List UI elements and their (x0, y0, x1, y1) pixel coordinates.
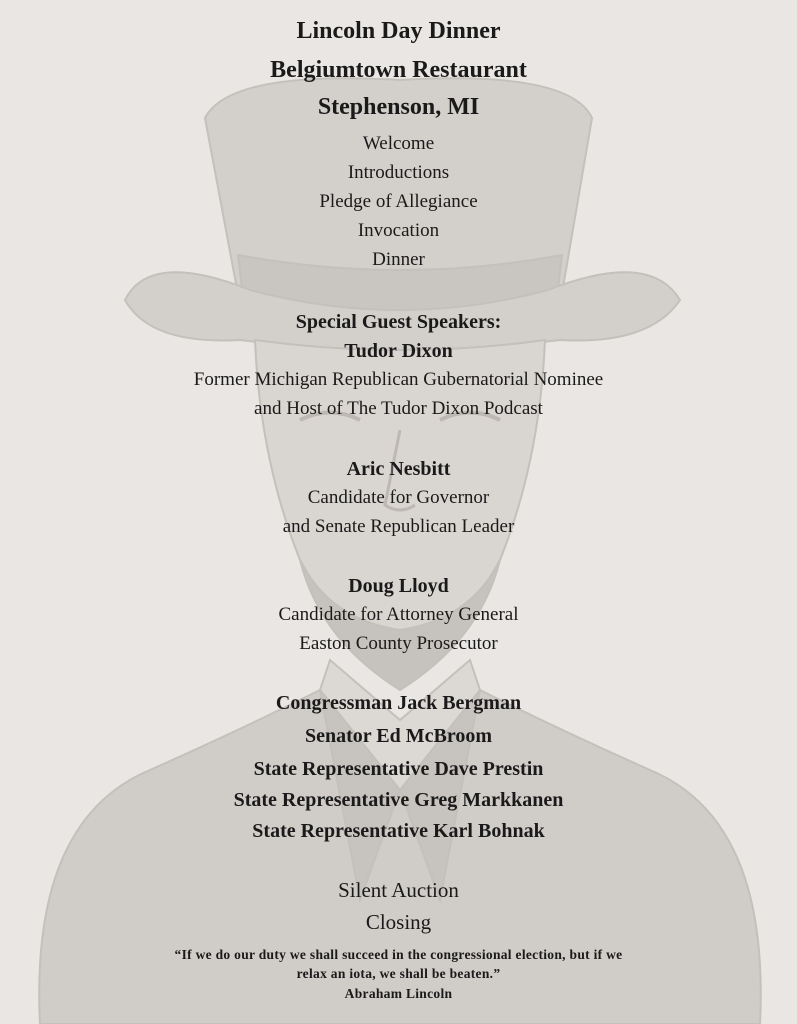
speaker-title: Candidate for Governor (307, 487, 490, 508)
speaker-name: Doug Lloyd (348, 575, 449, 597)
program-item: Welcome (362, 133, 435, 154)
program-item: Invocation (357, 220, 440, 241)
event-location: Stephenson, MI (317, 94, 480, 120)
program-item: Pledge of Allegiance (319, 191, 478, 212)
official-name: State Representative Greg Markkanen (233, 789, 564, 811)
quote-attribution: Abraham Lincoln (344, 986, 453, 1001)
program-item: Introductions (347, 162, 450, 183)
official-name: Congressman Jack Bergman (275, 692, 522, 714)
speaker-name: Tudor Dixon (344, 340, 453, 362)
speaker-title: Candidate for Attorney General (278, 604, 519, 625)
program-item: Dinner (372, 249, 425, 270)
closing-item: Silent Auction (338, 878, 459, 902)
speaker-title: Easton County Prosecutor (299, 633, 498, 654)
event-title: Lincoln Day Dinner (296, 18, 501, 44)
official-name: State Representative Dave Prestin (253, 758, 544, 780)
lincoln-quote-line: relax an iota, we shall be beaten.” (296, 966, 501, 981)
lincoln-quote-line: “If we do our duty we shall succeed in the congressional election, but if we (174, 947, 623, 962)
official-name: Senator Ed McBroom (304, 725, 493, 747)
event-venue: Belgiumtown Restaurant (270, 57, 527, 83)
closing-item: Closing (365, 910, 432, 934)
speaker-title: and Host of The Tudor Dixon Podcast (254, 398, 543, 419)
speaker-title: and Senate Republican Leader (282, 516, 515, 537)
speaker-title: Former Michigan Republican Gubernatorial Nominee (193, 369, 604, 390)
official-name: State Representative Karl Bohnak (252, 820, 545, 842)
speakers-heading: Special Guest Speakers: (295, 311, 502, 333)
speaker-name: Aric Nesbitt (346, 458, 451, 480)
